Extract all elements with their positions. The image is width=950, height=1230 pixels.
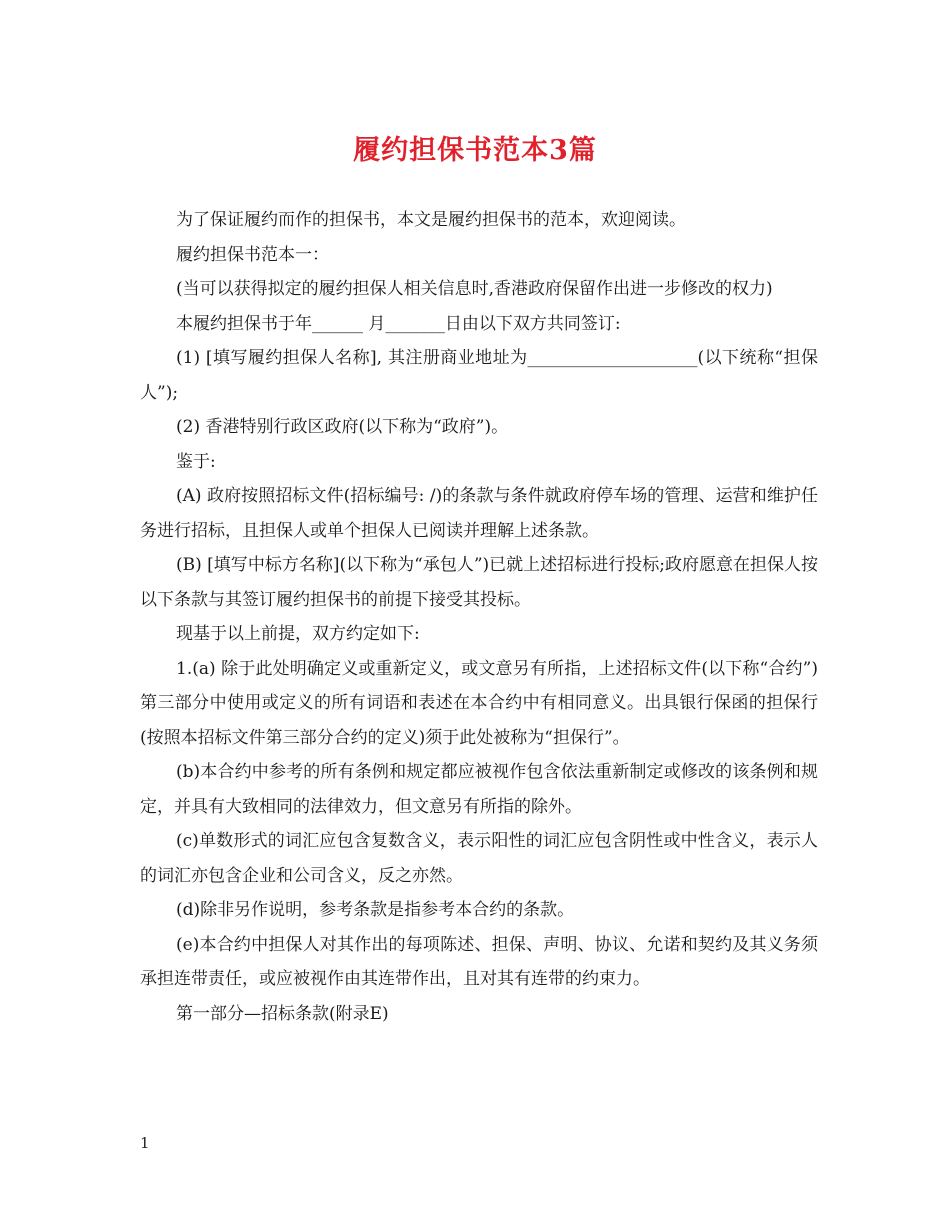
- paragraph-part-one: 第一部分—招标条款(附录E): [176, 1003, 389, 1024]
- paragraph-note: (当可以获得拟定的履约担保人相关信息时,香港政府保留作出进一步修改的权力): [176, 279, 773, 299]
- paragraph-clause-1b: (b)本合约中参考的所有条例和规定都应被视作包含依法重新制定或修改的该条例和规定，并具有大致相同的法律效力，但文意另有所指的除外。: [140, 762, 818, 817]
- paragraph-sample-one-heading: 履约担保书范本一：: [176, 244, 329, 265]
- paragraph-party-one: (1) [填写履约担保人名称], 其注册商业地址为____________________(以下统称“担保人”);: [140, 348, 818, 403]
- paragraph-whereas: 鉴于:: [176, 451, 216, 472]
- paragraph-clause-1a: 1.(a) 除于此处明确定义或重新定义，或文意另有所指，上述招标文件(以下称“合约”)第三部分中使用或定义的所有词语和表述在本合约中有相同意义。出具银行保函的担保行(按照本招标文件第三部分合约的定义)须于此处被称为“担保行”。: [140, 658, 818, 748]
- paragraph-clause-1e: (e)本合约中担保人对其作出的每项陈述、担保、声明、协议、允诺和契约及其义务须承担连带责任，或应被视作由其连带作出，且对其有连带的约束力。: [140, 934, 818, 989]
- paragraph-clause-1c: (c)单数形式的词汇应包含复数含义，表示阳性的词汇应包含阴性或中性含义，表示人的词汇亦包含企业和公司含义，反之亦然。: [140, 831, 818, 886]
- paragraph-agreement-intro: 现基于以上前提，双方约定如下:: [176, 624, 420, 644]
- paragraph-recital-a: (A) 政府按照招标文件(招标编号: /)的条款与条件就政府停车场的管理、运营和维护任务进行招标，且担保人或单个担保人已阅读并理解上述条款。: [140, 486, 818, 541]
- paragraph-recital-b: (B) [填写中标方名称](以下称为“承包人”)已就上述招标进行投标;政府愿意在担保人按以下条款与其签订履约担保书的前提下接受其投标。: [140, 555, 818, 610]
- document-title: 履约担保书范本3篇: [353, 135, 597, 166]
- paragraph-party-two: (2) 香港特别行政区政府(以下称为“政府”)。: [176, 417, 509, 437]
- paragraph-signing-date: 本履约担保书于年______ 月_______日由以下双方共同签订:: [176, 313, 621, 334]
- paragraph-clause-1d: (d)除非另作说明，参考条款是指参考本合约的条款。: [176, 900, 575, 920]
- document-body: [140, 203, 818, 1031]
- paragraph-intro: 为了保证履约而作的担保书，本文是履约担保书的范本，欢迎阅读。: [176, 210, 686, 230]
- page-number: 1: [140, 1134, 150, 1152]
